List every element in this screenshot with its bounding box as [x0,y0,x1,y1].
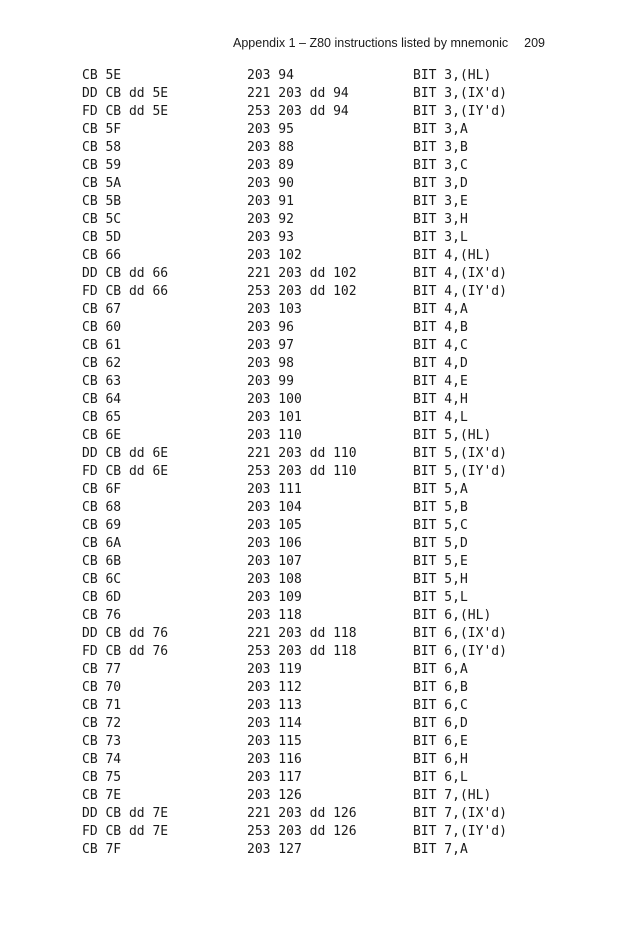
mnemonic-cell: BIT 4,(IX'd) [413,266,507,281]
table-row [82,571,562,589]
hex-opcode-cell: CB 62 [82,356,122,371]
hex-opcode-cell: DD CB dd 76 [82,626,169,641]
mnemonic-cell: BIT 7,(IY'd) [413,824,507,839]
hex-opcode-cell: FD CB dd 66 [82,284,169,299]
table-row [82,445,562,463]
decimal-opcode-cell: 203 89 [247,158,294,173]
mnemonic-cell: BIT 4,H [413,392,468,407]
decimal-opcode-cell: 221 203 dd 94 [247,86,349,101]
mnemonic-cell: BIT 6,D [413,716,468,731]
table-row [82,193,562,211]
table-row [82,247,562,265]
hex-opcode-cell: CB 70 [82,680,122,695]
decimal-opcode-cell: 203 107 [247,554,302,569]
hex-opcode-cell: DD CB dd 6E [82,446,169,461]
running-title: Appendix 1 – Z80 instructions listed by mnemonic [233,36,509,50]
table-row [82,715,562,733]
decimal-opcode-cell: 253 203 dd 102 [247,284,357,299]
table-row [82,337,562,355]
mnemonic-cell: BIT 7,(HL) [413,788,492,803]
hex-opcode-cell: CB 64 [82,392,122,407]
table-row [82,841,562,859]
mnemonic-cell: BIT 5,(IX'd) [413,446,507,461]
decimal-opcode-cell: 203 109 [247,590,302,605]
table-row [82,121,562,139]
decimal-opcode-cell: 221 203 dd 110 [247,446,357,461]
decimal-opcode-cell: 203 116 [247,752,302,767]
mnemonic-cell: BIT 3,H [413,212,468,227]
table-row [82,481,562,499]
table-row [82,805,562,823]
table-row [82,175,562,193]
mnemonic-cell: BIT 6,C [413,698,468,713]
mnemonic-cell: BIT 3,D [413,176,468,191]
mnemonic-cell: BIT 4,L [413,410,468,425]
page-header [0,36,545,50]
hex-opcode-cell: CB 71 [82,698,122,713]
hex-opcode-cell: CB 7F [82,842,122,857]
table-row [82,823,562,841]
mnemonic-cell: BIT 3,A [413,122,468,137]
hex-opcode-cell: CB 6B [82,554,122,569]
hex-opcode-cell: CB 65 [82,410,122,425]
hex-opcode-cell: CB 72 [82,716,122,731]
table-row [82,463,562,481]
mnemonic-cell: BIT 6,B [413,680,468,695]
decimal-opcode-cell: 253 203 dd 94 [247,104,349,119]
hex-opcode-cell: CB 76 [82,608,122,623]
hex-opcode-cell: CB 67 [82,302,122,317]
page-number: 209 [524,36,545,50]
decimal-opcode-cell: 203 117 [247,770,302,785]
decimal-opcode-cell: 203 110 [247,428,302,443]
mnemonic-cell: BIT 6,H [413,752,468,767]
table-row [82,499,562,517]
hex-opcode-cell: CB 7E [82,788,122,803]
mnemonic-cell: BIT 4,C [413,338,468,353]
decimal-opcode-cell: 253 203 dd 110 [247,464,357,479]
hex-opcode-cell: FD CB dd 7E [82,824,169,839]
table-row [82,211,562,229]
table-row [82,607,562,625]
table-row [82,661,562,679]
table-row [82,157,562,175]
decimal-opcode-cell: 203 103 [247,302,302,317]
decimal-opcode-cell: 203 119 [247,662,302,677]
mnemonic-cell: BIT 5,C [413,518,468,533]
decimal-opcode-cell: 203 94 [247,68,294,83]
decimal-opcode-cell: 203 88 [247,140,294,155]
decimal-opcode-cell: 221 203 dd 102 [247,266,357,281]
decimal-opcode-cell: 203 95 [247,122,294,137]
mnemonic-cell: BIT 3,C [413,158,468,173]
mnemonic-cell: BIT 3,(HL) [413,68,492,83]
hex-opcode-cell: CB 77 [82,662,122,677]
hex-opcode-cell: CB 5E [82,68,122,83]
decimal-opcode-cell: 203 93 [247,230,294,245]
mnemonic-cell: BIT 5,L [413,590,468,605]
mnemonic-cell: BIT 5,B [413,500,468,515]
hex-opcode-cell: CB 60 [82,320,122,335]
hex-opcode-cell: CB 66 [82,248,122,263]
hex-opcode-cell: CB 6F [82,482,122,497]
table-row [82,85,562,103]
decimal-opcode-cell: 203 115 [247,734,302,749]
table-row [82,301,562,319]
mnemonic-cell: BIT 3,(IY'd) [413,104,507,119]
decimal-opcode-cell: 203 98 [247,356,294,371]
mnemonic-cell: BIT 3,L [413,230,468,245]
mnemonic-cell: BIT 6,(IX'd) [413,626,507,641]
mnemonic-cell: BIT 5,(HL) [413,428,492,443]
table-row [82,769,562,787]
table-row [82,751,562,769]
hex-opcode-cell: CB 5F [82,122,122,137]
mnemonic-cell: BIT 5,(IY'd) [413,464,507,479]
table-row [82,535,562,553]
hex-opcode-cell: CB 68 [82,500,122,515]
mnemonic-cell: BIT 4,E [413,374,468,389]
table-row [82,139,562,157]
mnemonic-cell: BIT 7,A [413,842,468,857]
mnemonic-cell: BIT 4,(HL) [413,248,492,263]
opcode-table [82,67,562,859]
hex-opcode-cell: CB 5B [82,194,122,209]
decimal-opcode-cell: 203 108 [247,572,302,587]
decimal-opcode-cell: 203 100 [247,392,302,407]
mnemonic-cell: BIT 3,E [413,194,468,209]
table-row [82,67,562,85]
table-row [82,409,562,427]
hex-opcode-cell: CB 6D [82,590,122,605]
decimal-opcode-cell: 203 92 [247,212,294,227]
decimal-opcode-cell: 203 105 [247,518,302,533]
decimal-opcode-cell: 203 91 [247,194,294,209]
decimal-opcode-cell: 221 203 dd 118 [247,626,357,641]
mnemonic-cell: BIT 4,A [413,302,468,317]
table-row [82,427,562,445]
hex-opcode-cell: CB 6A [82,536,122,551]
mnemonic-cell: BIT 4,(IY'd) [413,284,507,299]
hex-opcode-cell: CB 5D [82,230,122,245]
hex-opcode-cell: CB 74 [82,752,122,767]
table-row [82,697,562,715]
table-row [82,517,562,535]
table-row [82,319,562,337]
decimal-opcode-cell: 203 114 [247,716,302,731]
hex-opcode-cell: CB 73 [82,734,122,749]
hex-opcode-cell: CB 61 [82,338,122,353]
table-row [82,283,562,301]
table-row [82,373,562,391]
hex-opcode-cell: CB 6C [82,572,122,587]
mnemonic-cell: BIT 5,E [413,554,468,569]
table-row [82,391,562,409]
decimal-opcode-cell: 203 96 [247,320,294,335]
hex-opcode-cell: CB 5C [82,212,122,227]
hex-opcode-cell: DD CB dd 7E [82,806,169,821]
mnemonic-cell: BIT 6,(IY'd) [413,644,507,659]
mnemonic-cell: BIT 4,D [413,356,468,371]
decimal-opcode-cell: 203 104 [247,500,302,515]
decimal-opcode-cell: 203 127 [247,842,302,857]
table-row [82,553,562,571]
decimal-opcode-cell: 203 99 [247,374,294,389]
mnemonic-cell: BIT 5,H [413,572,468,587]
decimal-opcode-cell: 203 97 [247,338,294,353]
hex-opcode-cell: CB 5A [82,176,122,191]
hex-opcode-cell: CB 75 [82,770,122,785]
table-row [82,625,562,643]
mnemonic-cell: BIT 6,A [413,662,468,677]
hex-opcode-cell: CB 63 [82,374,122,389]
mnemonic-cell: BIT 3,B [413,140,468,155]
decimal-opcode-cell: 203 113 [247,698,302,713]
decimal-opcode-cell: 203 102 [247,248,302,263]
mnemonic-cell: BIT 5,D [413,536,468,551]
decimal-opcode-cell: 203 90 [247,176,294,191]
hex-opcode-cell: CB 59 [82,158,122,173]
hex-opcode-cell: DD CB dd 66 [82,266,169,281]
mnemonic-cell: BIT 6,L [413,770,468,785]
hex-opcode-cell: FD CB dd 76 [82,644,169,659]
table-row [82,787,562,805]
decimal-opcode-cell: 221 203 dd 126 [247,806,357,821]
decimal-opcode-cell: 203 118 [247,608,302,623]
table-row [82,733,562,751]
table-row [82,589,562,607]
decimal-opcode-cell: 203 112 [247,680,302,695]
hex-opcode-cell: FD CB dd 6E [82,464,169,479]
hex-opcode-cell: FD CB dd 5E [82,104,169,119]
hex-opcode-cell: DD CB dd 5E [82,86,169,101]
hex-opcode-cell: CB 58 [82,140,122,155]
mnemonic-cell: BIT 6,E [413,734,468,749]
table-row [82,643,562,661]
table-row [82,679,562,697]
decimal-opcode-cell: 203 111 [247,482,302,497]
table-row [82,265,562,283]
decimal-opcode-cell: 253 203 dd 118 [247,644,357,659]
mnemonic-cell: BIT 7,(IX'd) [413,806,507,821]
mnemonic-cell: BIT 4,B [413,320,468,335]
decimal-opcode-cell: 253 203 dd 126 [247,824,357,839]
hex-opcode-cell: CB 6E [82,428,122,443]
decimal-opcode-cell: 203 126 [247,788,302,803]
mnemonic-cell: BIT 5,A [413,482,468,497]
hex-opcode-cell: CB 69 [82,518,122,533]
mnemonic-cell: BIT 3,(IX'd) [413,86,507,101]
table-row [82,229,562,247]
decimal-opcode-cell: 203 101 [247,410,302,425]
table-row [82,355,562,373]
table-row [82,103,562,121]
decimal-opcode-cell: 203 106 [247,536,302,551]
mnemonic-cell: BIT 6,(HL) [413,608,492,623]
